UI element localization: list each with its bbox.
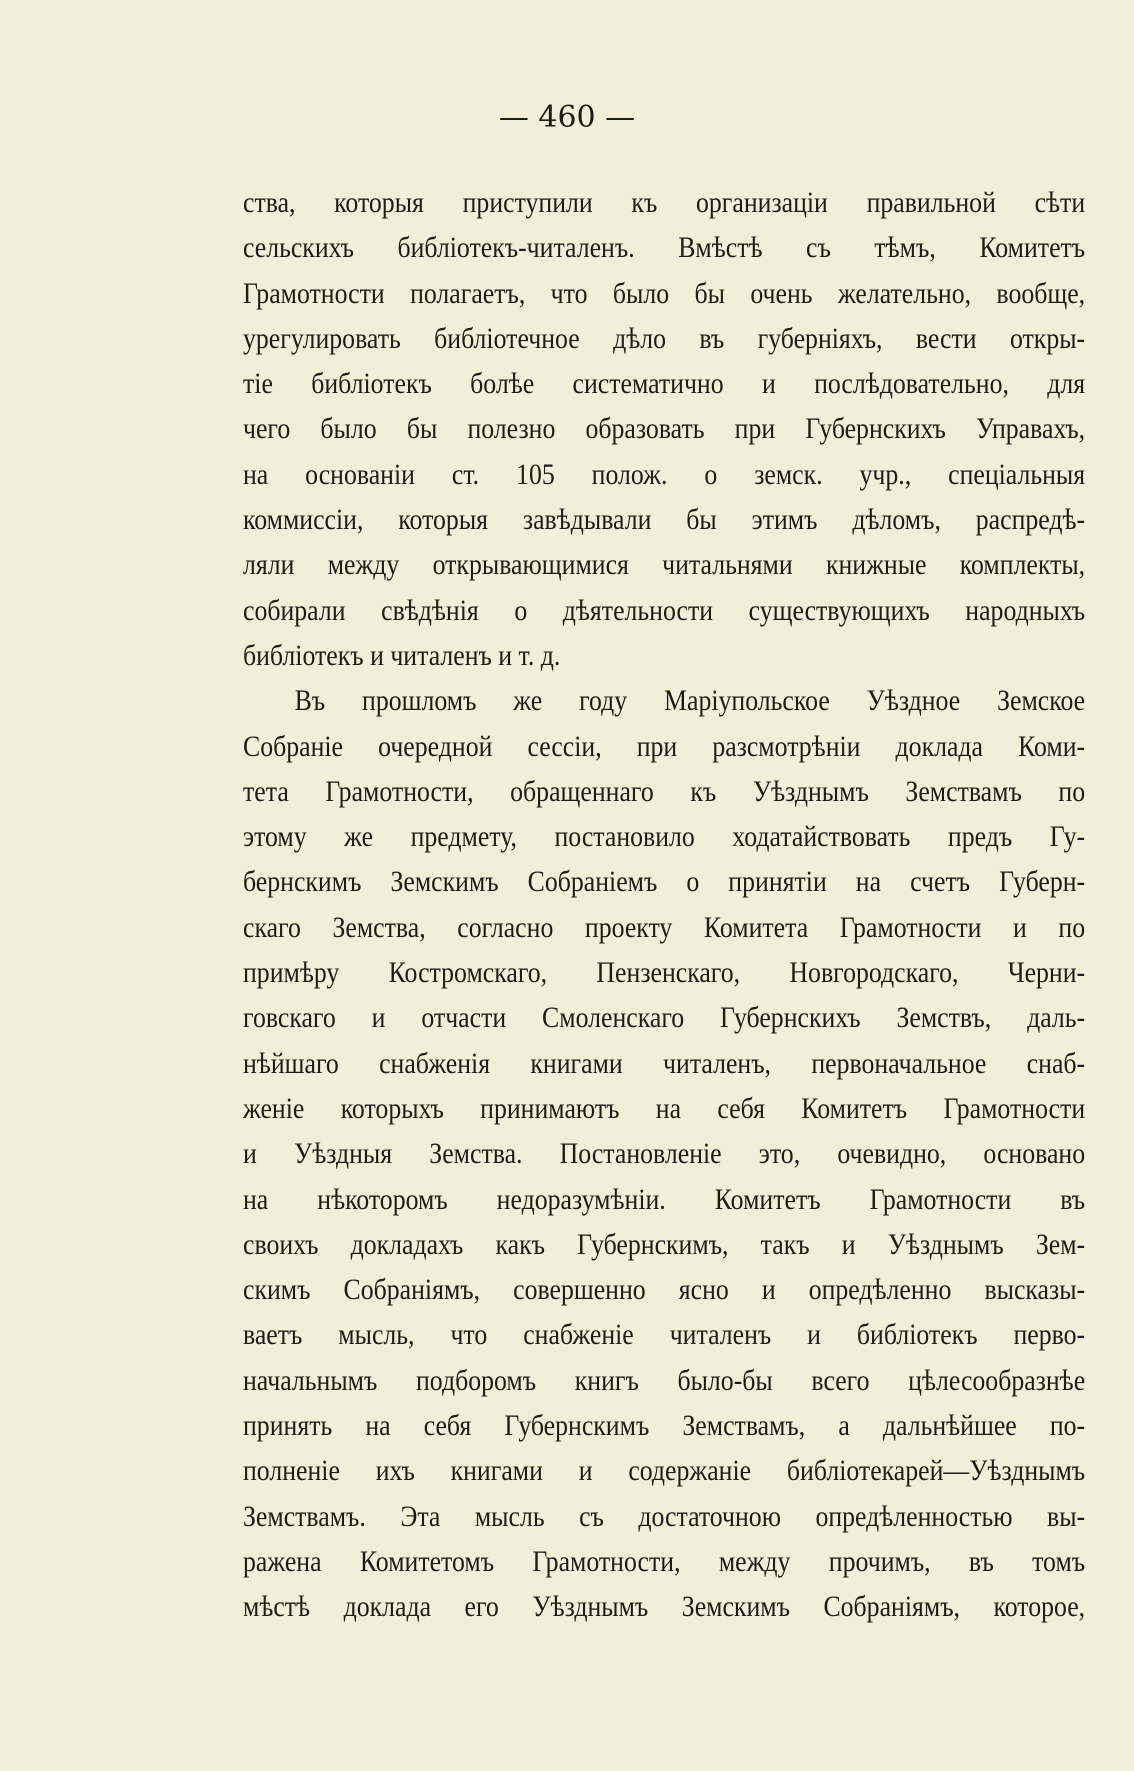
text-line: мѣстѣ доклада его Уѣзднымъ Земскимъ Собраніямъ, которое, [243, 1590, 1086, 1624]
text-line: сельскихъ библіотекъ-читаленъ. Вмѣстѣ съ тѣмъ, Комитетъ [243, 231, 1086, 265]
text-line: скаго Земства, согласно проекту Комитета Грамотности и по [243, 910, 1086, 944]
text-line: на основаніи ст. 105 полож. о земск. учр., спеціальныя [243, 457, 1086, 491]
text-line: примѣру Костромскаго, Пензенскаго, Новгородскаго, Черни- [243, 956, 1086, 990]
text-line: ляли между открывающимися читальнями книжные комплекты, [243, 548, 1086, 582]
text-line: ражена Комитетомъ Грамотности, между прочимъ, въ томъ [243, 1544, 1086, 1578]
body-text [243, 180, 1085, 1630]
text-line: коммиссіи, которыя завѣдывали бы этимъ дѣломъ, распредѣ- [243, 503, 1086, 537]
text-line: бернскимъ Земскимъ Собраніемъ о принятіи на счетъ Губерн- [243, 865, 1086, 899]
page-number: — 460 — [498, 100, 636, 135]
text-line: на нѣкоторомъ недоразумѣніи. Комитетъ Грамотности въ [243, 1182, 1086, 1216]
text-line: Собраніе очередной сессіи, при разсмотрѣніи доклада Коми- [243, 729, 1086, 763]
text-line: чего было бы полезно образовать при Губернскихъ Управахъ, [243, 412, 1086, 446]
text-line: ства, которыя приступили къ организаціи правильной сѣти [243, 186, 1086, 219]
text-line: тіе библіотекъ болѣе систематично и послѣдовательно, для [243, 367, 1086, 401]
text-line: собирали свѣдѣнія о дѣятельности существующихъ народныхъ [243, 593, 1086, 627]
text-line: нѣйшаго снабженія книгами читаленъ, первоначальное снаб- [243, 1046, 1086, 1080]
text-line: принять на себя Губернскимъ Земствамъ, а дальнѣйшее по- [243, 1409, 1086, 1443]
text-line: и Уѣздныя Земства. Постановленіе это, очевидно, основано [243, 1137, 1086, 1171]
text-line: этому же предмету, постановило ходатайствовать предъ Гу- [243, 820, 1086, 854]
text-line: начальнымъ подборомъ книгъ было-бы всего цѣлесообразнѣе [243, 1363, 1086, 1397]
text-line: библіотекъ и читаленъ и т. д. [243, 638, 561, 672]
paragraph-first-line: Въ прошломъ же году Маріупольское Уѣздное Земское [294, 684, 1086, 718]
text-line: полненіе ихъ книгами и содержаніе библіотекарей—Уѣзднымъ [243, 1454, 1086, 1488]
text-line: женіе которыхъ принимаютъ на себя Комитетъ Грамотности [243, 1091, 1086, 1125]
text-line: Земствамъ. Эта мысль съ достаточною опредѣленностью вы- [243, 1499, 1086, 1533]
text-line: Грамотности полагаетъ, что было бы очень желательно, вообще, [243, 276, 1086, 310]
text-line: скимъ Собраніямъ, совершенно ясно и опредѣленно высказы- [243, 1273, 1086, 1307]
text-line: ваетъ мысль, что снабженіе читаленъ и библіотекъ перво- [243, 1318, 1086, 1352]
text-line: урегулировать библіотечное дѣло въ губерніяхъ, вести откры- [243, 321, 1086, 355]
text-line: своихъ докладахъ какъ Губернскимъ, такъ и Уѣзднымъ Зем- [243, 1227, 1086, 1261]
text-line: тета Грамотности, обращеннаго къ Уѣзднымъ Земствамъ по [243, 774, 1086, 808]
text-line: говскаго и отчасти Смоленскаго Губернскихъ Земствъ, даль- [243, 1001, 1086, 1035]
